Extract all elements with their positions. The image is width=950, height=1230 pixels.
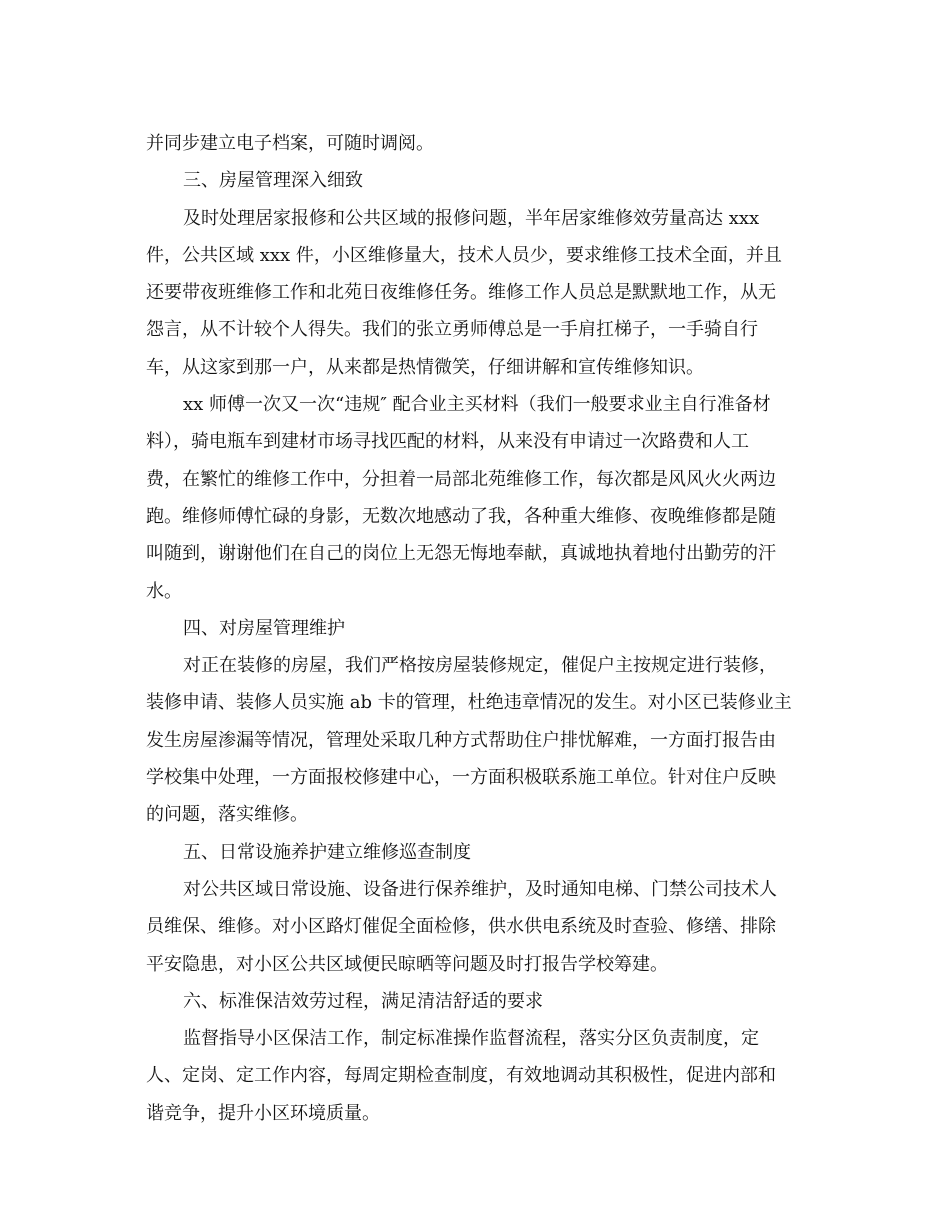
text-line: 还要带夜班维修工作和北苑日夜维修任务。维修工作人员总是默默地工作，从无 bbox=[146, 282, 776, 304]
text-line: 装修申请、装修人员实施 ab 卡的管理，杜绝违章情况的发生。对小区已装修业主 bbox=[146, 692, 792, 714]
text-line: 谐竞争，提升小区环境质量。 bbox=[146, 1102, 380, 1124]
text-line: 水。 bbox=[146, 580, 182, 602]
text-line: 怨言，从不计较个人得失。我们的张立勇师傅总是一手肩扛梯子，一手骑自行 bbox=[146, 319, 758, 341]
text-line: 费，在繁忙的维修工作中，分担着一局部北苑维修工作，每次都是风风火火两边 bbox=[146, 468, 776, 490]
text-line: 跑。维修师傅忙碌的身影，无数次地感动了我，各种重大维修、夜晚维修都是随 bbox=[146, 505, 776, 527]
section-heading: 六、标准保洁效劳过程，满足清洁舒适的要求 bbox=[183, 990, 543, 1012]
paragraph-first-line: 监督指导小区保洁工作，制定标准操作监督流程，落实分区负责制度，定 bbox=[183, 1028, 759, 1050]
section-heading: 三、房屋管理深入细致 bbox=[183, 170, 363, 192]
text-line: 员维保、维修。对小区路灯催促全面检修，供水供电系统及时查验、修缮、排除 bbox=[146, 916, 776, 938]
paragraph-first-line: 及时处理居家报修和公共区域的报修问题，半年居家维修效劳量高达 xxx bbox=[183, 207, 760, 229]
text-line: 的问题，落实维修。 bbox=[146, 804, 308, 826]
section-heading: 四、对房屋管理维护 bbox=[183, 617, 345, 639]
text-line: 叫随到，谢谢他们在自己的岗位上无怨无悔地奉献，真诚地执着地付出勤劳的汗 bbox=[146, 543, 776, 565]
text-line: 人、定岗、定工作内容，每周定期检查制度，有效地调动其积极性，促进内部和 bbox=[146, 1065, 776, 1087]
text-line: 发生房屋渗漏等情况，管理处采取几种方式帮助住户排忧解难，一方面打报告由 bbox=[146, 729, 776, 751]
document-page bbox=[146, 125, 806, 1132]
text-line: 学校集中处理，一方面报校修建中心，一方面积极联系施工单位。针对住户反映 bbox=[146, 767, 776, 789]
paragraph-first-line: 对正在装修的房屋，我们严格按房屋装修规定，催促户主按规定进行装修， bbox=[183, 655, 777, 677]
text-line: 平安隐患，对小区公共区域便民晾晒等问题及时打报告学校筹建。 bbox=[146, 953, 668, 975]
text-line: 车，从这家到那一户，从来都是热情微笑，仔细讲解和宣传维修知识。 bbox=[146, 356, 704, 378]
text-line: 并同步建立电子档案，可随时调阅。 bbox=[146, 133, 434, 154]
text-line: 料），骑电瓶车到建材市场寻找匹配的材料，从来没有申请过一次路费和人工 bbox=[146, 431, 749, 453]
paragraph-first-line: 对公共区域日常设施、设备进行保养维护，及时通知电梯、门禁公司技术人 bbox=[183, 878, 777, 900]
section-heading: 五、日常设施养护建立维修巡查制度 bbox=[183, 841, 471, 863]
paragraph-first-line: xx 师傅一次又一次“违规″ 配合业主买材料（我们一般要求业主自行准备材 bbox=[183, 394, 771, 416]
text-line: 件，公共区域 xxx 件，小区维修量大，技术人员少，要求维修工技术全面，并且 bbox=[146, 244, 782, 266]
